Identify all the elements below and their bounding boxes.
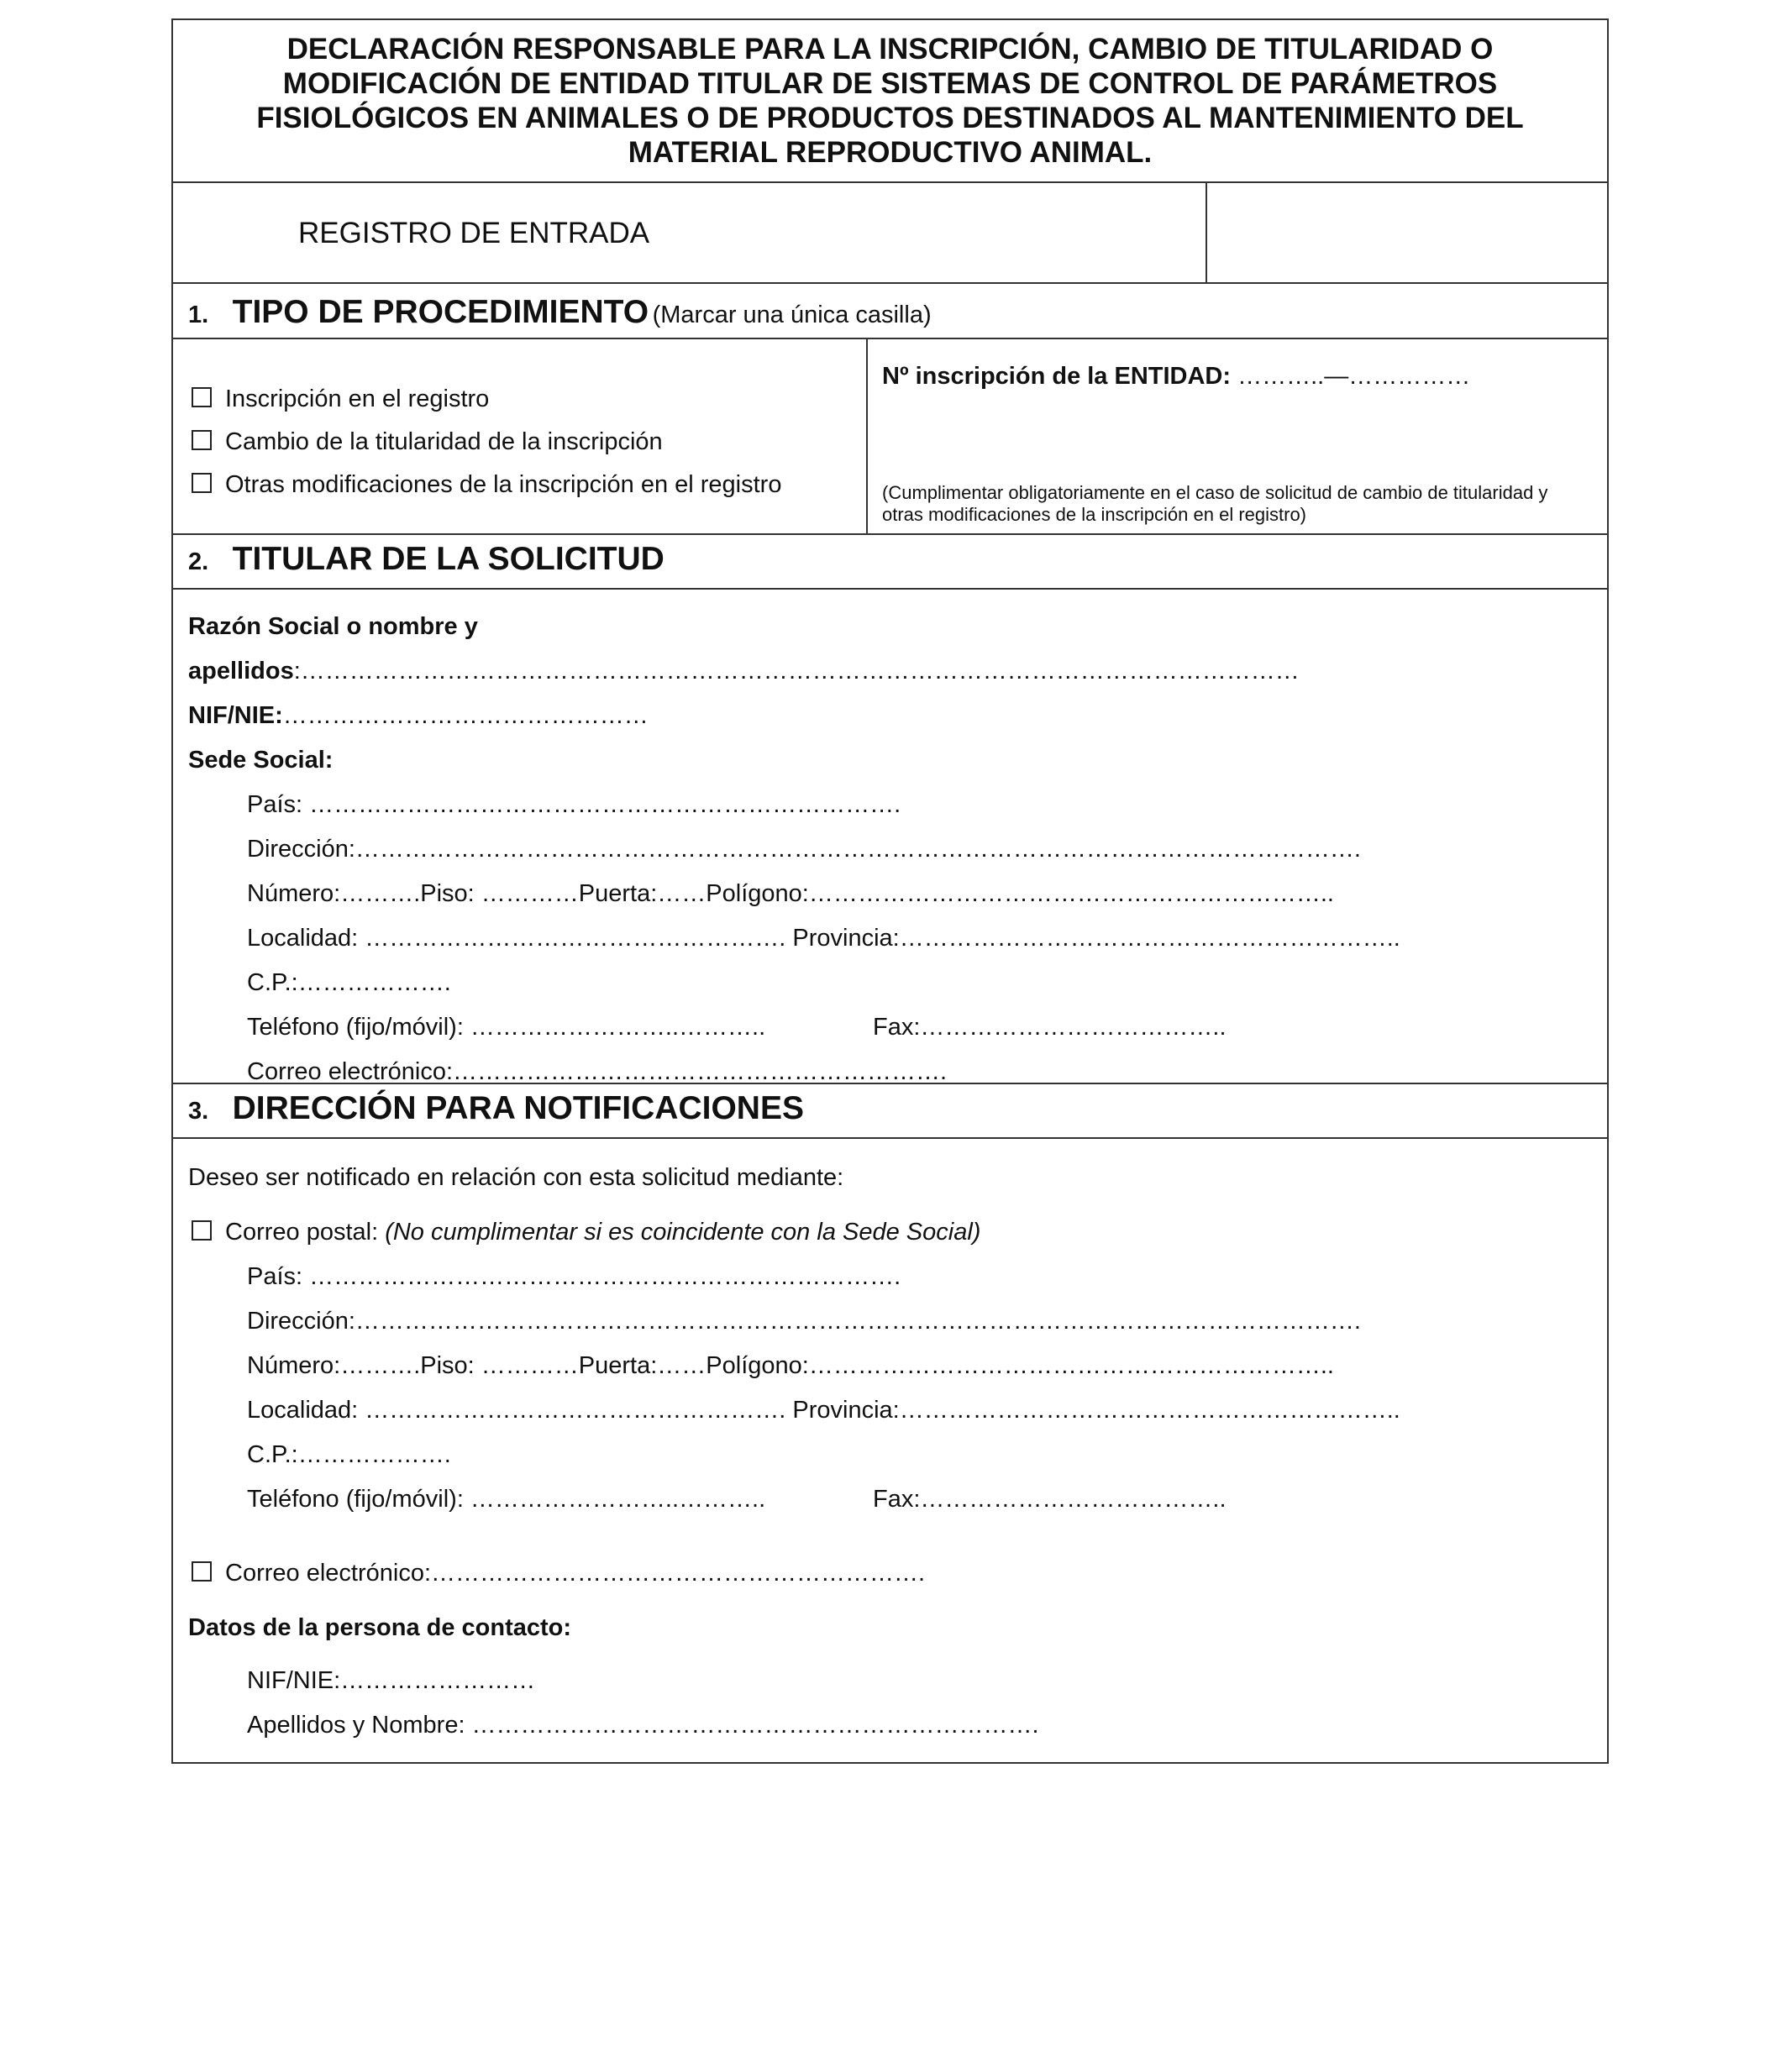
contacto-label: Datos de la persona de contacto: [188, 1614, 572, 1641]
divider [173, 588, 1607, 590]
direccion-field[interactable]: Dirección:……………………………………………………………………………………………………………. [247, 1308, 1361, 1335]
divider [866, 338, 868, 533]
field-label: NIF/NIE: [188, 702, 283, 729]
section-number: 2. [188, 548, 209, 575]
contacto-nombre-field[interactable]: Apellidos y Nombre: ……………………………………………………………. [247, 1712, 1039, 1739]
section-number: 3. [188, 1098, 209, 1125]
telefono-field[interactable]: Teléfono (fijo/móvil): ……………………..……….. [247, 1014, 766, 1041]
field-label: apellidos [188, 658, 294, 685]
entidad-note: (Cumplimentar obligatoriamente en el caso de solicitud de cambio de titularidad y otras modificaciones de la inscripción en el registro) [882, 482, 1548, 525]
telefono-field[interactable]: Teléfono (fijo/móvil): ……………………..……….. [247, 1486, 766, 1513]
localidad-field[interactable]: Localidad: ……………………………………………. Provincia:…………………………………………………….. [247, 1397, 1400, 1424]
title-line: MODIFICACIÓN DE ENTIDAD TITULAR DE SISTEMAS DE CONTROL DE PARÁMETROS [282, 67, 1498, 100]
checkbox-correo-postal[interactable] [192, 1220, 212, 1241]
title-line: DECLARACIÓN RESPONSABLE PARA LA INSCRIPCIÓN, CAMBIO DE TITULARIDAD O [286, 33, 1494, 66]
direccion-field[interactable]: Dirección:……………………………………………………………………………………………………………. [247, 836, 1361, 863]
title-line: FISIOLÓGICOS EN ANIMALES O DE PRODUCTOS DESTINADOS AL MANTENIMIENTO DEL [256, 102, 1524, 134]
divider [173, 1137, 1607, 1139]
section-number: 1. [188, 302, 209, 328]
checkbox-cambio-titularidad[interactable] [192, 430, 212, 450]
section-3-header [188, 1090, 804, 1127]
correo-field[interactable]: Correo electrónico:……………………………………………………. [247, 1058, 948, 1085]
numero-field[interactable]: Número:……….Piso: …………Puerta:……Polígono:……………………………………………………….. [247, 1352, 1334, 1379]
declaration-form [171, 18, 1609, 1764]
notificacion-intro: Deseo ser notificado en relación con esta solicitud mediante: [188, 1164, 844, 1191]
fax-field[interactable]: Fax:……………………………….. [873, 1486, 1227, 1513]
cp-field[interactable]: C.P.:………………. [247, 969, 451, 996]
pais-field[interactable]: País: ………………………………………………………………. [247, 791, 901, 818]
section-title: DIRECCIÓN PARA NOTIFICACIONES [232, 1090, 804, 1126]
registro-entrada-stamp-area[interactable] [1208, 183, 1607, 281]
email-field[interactable]: Correo electrónico:……………………………………………………. [225, 1560, 926, 1587]
checkbox-inscripcion[interactable] [192, 387, 212, 407]
divider [173, 533, 1607, 535]
registro-entrada-label: REGISTRO DE ENTRADA [298, 217, 650, 249]
numero-field[interactable]: Número:……….Piso: …………Puerta:……Polígono:……………………………………………………….. [247, 880, 1334, 907]
divider [1206, 181, 1207, 282]
section-2-header [188, 541, 664, 578]
section-1-header [188, 294, 932, 331]
field-dots: :…………………………………………………………………………………………………………… [293, 658, 1300, 685]
nif-field[interactable] [188, 702, 649, 730]
section-title: TIPO DE PROCEDIMIENTO [232, 294, 649, 330]
entidad-value: ………..—…………… [1231, 363, 1471, 390]
checkbox-otras-modificaciones[interactable] [192, 473, 212, 493]
razon-social-label: Razón Social o nombre y [188, 613, 478, 640]
entidad-label: Nº inscripción de la ENTIDAD: [882, 363, 1232, 390]
form-title [173, 32, 1607, 170]
option-label: Inscripción en el registro [225, 386, 490, 412]
divider [173, 338, 1607, 339]
correo-postal-label [225, 1219, 980, 1246]
divider [173, 282, 1607, 284]
postal-note: (No cumplimentar si es coincidente con la Sede Social) [385, 1219, 981, 1246]
section-subtitle: (Marcar una única casilla) [652, 302, 932, 328]
field-dots: ……………………………………… [282, 702, 649, 729]
field-label: Correo postal: [225, 1219, 386, 1246]
title-line: MATERIAL REPRODUCTIVO ANIMAL. [628, 136, 1153, 169]
checkbox-correo-electronico[interactable] [192, 1561, 212, 1582]
section-title: TITULAR DE LA SOLICITUD [232, 541, 664, 577]
option-label: Cambio de la titularidad de la inscripción [225, 428, 663, 455]
cp-field[interactable]: C.P.:………………. [247, 1441, 451, 1468]
localidad-field[interactable]: Localidad: ……………………………………………. Provincia:…………………………………………………….. [247, 925, 1400, 952]
sede-social-label: Sede Social: [188, 747, 334, 774]
razon-social-field[interactable] [188, 658, 1300, 685]
option-label: Otras modificaciones de la inscripción en el registro [225, 471, 782, 498]
pais-field[interactable]: País: ………………………………………………………………. [247, 1263, 901, 1290]
contacto-nif-field[interactable]: NIF/NIE:…………………… [247, 1667, 536, 1694]
entidad-number-field[interactable] [882, 363, 1470, 391]
fax-field[interactable]: Fax:……………………………….. [873, 1014, 1227, 1041]
